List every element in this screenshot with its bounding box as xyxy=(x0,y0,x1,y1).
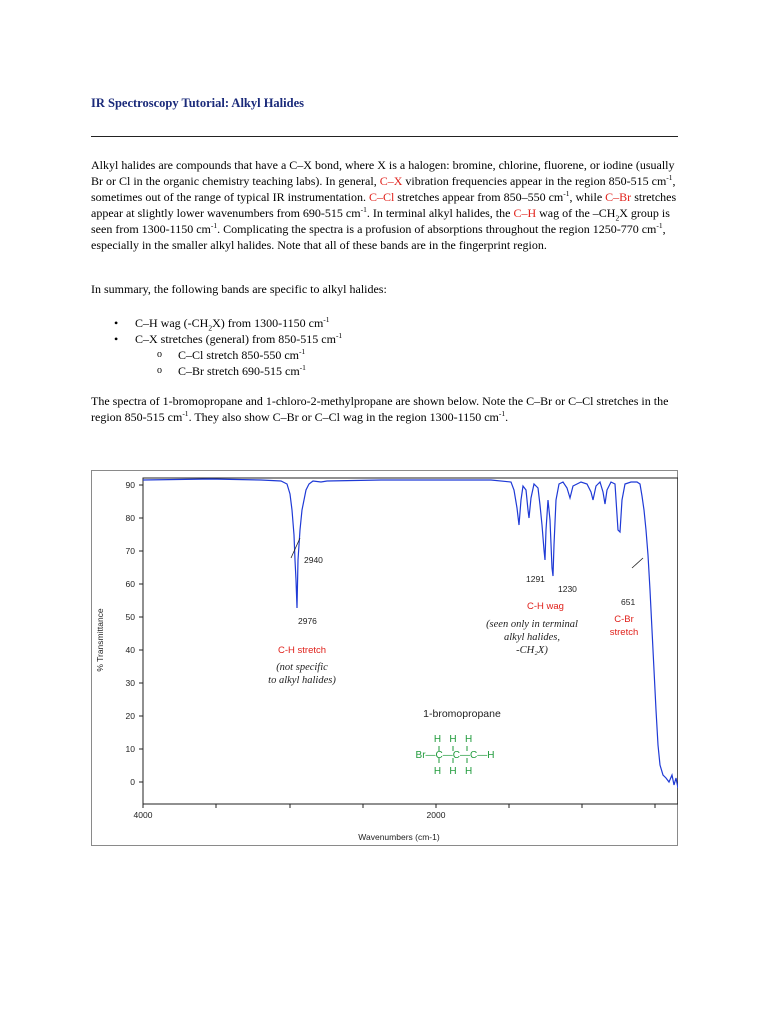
y-tick-label: 20 xyxy=(125,711,135,721)
intro-text-2: vibration frequencies appear in the region 850-515 cm xyxy=(402,174,667,188)
subscript: 2 xyxy=(615,213,620,223)
list-item-cbr xyxy=(135,363,342,379)
intro-text-1: Alkyl halides are compounds that have a C–X bond, where X is a halogen: bromine, chlorine, fluorene, or iodine (usually Br or Cl in the organic chemistry teaching labs). In general, xyxy=(91,158,675,188)
ch-stretch-label: C-H stretch xyxy=(278,645,327,656)
closing-text-1: The spectra of 1-bromopropane and 1-chloro-2-methylpropane are shown below. Note the C–Br or C–Cl stretches in the region 850-515 cm xyxy=(91,394,669,424)
closing-text-2: . They also show C–Br or C–Cl wag in the region 1300-1150 cm xyxy=(188,410,499,424)
molecule-chain: Br—C—C—C—H xyxy=(415,750,495,761)
y-tick-label: 50 xyxy=(125,612,135,622)
sub-bullet-marker: o xyxy=(157,365,162,376)
x-tick-label: 2000 xyxy=(426,810,446,820)
ch-wag-note: alkyl halides, xyxy=(504,632,560,643)
cbr-highlight: C–Br xyxy=(605,190,632,204)
x-axis-label: Wavenumbers (cm-1) xyxy=(358,832,440,842)
list-item-text: C–Cl stretch 850-550 cm xyxy=(178,348,299,362)
superscript: -1 xyxy=(335,331,343,340)
summary-paragraph: In summary, the following bands are specific to alkyl halides: xyxy=(91,282,387,296)
superscript: -1 xyxy=(298,347,306,356)
cbr-stretch-label: C-Br xyxy=(614,614,634,625)
compound-name: 1-bromopropane xyxy=(423,708,501,720)
y-tick-label: 60 xyxy=(125,579,135,589)
summary-list xyxy=(91,315,342,379)
ch-wag-label: C-H wag xyxy=(527,601,564,612)
peak-label-651: 651 xyxy=(621,597,636,607)
bullet-marker: • xyxy=(114,332,119,346)
molecule-bottom-h: H H H xyxy=(433,766,473,777)
y-tick-label: 40 xyxy=(125,645,135,655)
y-tick-label: 90 xyxy=(125,480,135,490)
spectrum-trace xyxy=(143,479,678,788)
superscript: -1 xyxy=(323,315,330,324)
superscript: -1 xyxy=(563,189,570,198)
ir-spectrum xyxy=(91,470,678,846)
peak-label-2976: 2976 xyxy=(298,616,317,626)
plot-area xyxy=(143,478,678,804)
y-axis-label: % Transmittance xyxy=(95,608,105,672)
horizontal-rule xyxy=(91,136,678,137)
ch-stretch-note: to alkyl halides) xyxy=(268,675,336,686)
closing-text-3: . xyxy=(505,410,509,424)
page-title: IR Spectroscopy Tutorial: Alkyl Halides xyxy=(91,96,304,110)
y-tick-label: 0 xyxy=(130,777,135,787)
peak-label-1230: 1230 xyxy=(558,584,577,594)
closing-paragraph xyxy=(91,393,683,425)
list-item-text: C–H wag (-CH xyxy=(135,316,209,330)
x-tick-label: 4000 xyxy=(133,810,153,820)
intro-text-6: stretches appear at slightly lower wavenumbers from 690-515 cm xyxy=(91,190,677,220)
y-tick-label: 10 xyxy=(125,744,135,754)
intro-text-4: stretches appear from 850–550 cm xyxy=(394,190,564,204)
sub-bullet-marker: o xyxy=(157,349,162,360)
intro-text-10: . Complicating the spectra is a profusion of absorptions throughout the region 1250-770 cm xyxy=(217,222,657,236)
superscript: -1 xyxy=(299,363,306,372)
intro-text-8: wag of the –CH xyxy=(536,206,616,220)
ch-highlight: C–H xyxy=(513,206,537,220)
intro-text-5: , while xyxy=(569,190,606,204)
sub-list xyxy=(135,347,342,379)
intro-text-9: X group is seen from 1300-1150 cm xyxy=(91,206,670,236)
list-item-ch-wag xyxy=(91,315,342,331)
ch-stretch-note: (not specific xyxy=(276,662,328,673)
superscript: -1 xyxy=(666,173,673,182)
leader-line-651 xyxy=(632,558,643,568)
ch-wag-note: (seen only in terminal xyxy=(486,619,578,630)
intro-text-3: , sometimes out of the range of typical IR instrumentation. xyxy=(91,174,676,204)
superscript: -1 xyxy=(498,409,506,418)
intro-text-7: . In terminal alkyl halides, the xyxy=(366,206,514,220)
x-axis-ticks xyxy=(143,804,655,808)
superscript: -1 xyxy=(210,221,218,230)
intro-text-11: , especially in the smaller alkyl halides. Note that all of these bands are in the fingerprint region. xyxy=(91,222,666,252)
subscript: 2 xyxy=(208,323,213,333)
peak-label-1291: 1291 xyxy=(526,574,545,584)
superscript: -1 xyxy=(656,221,663,230)
bullet-marker: • xyxy=(114,316,119,330)
list-item-text: C–Br stretch 690-515 cm xyxy=(178,364,300,378)
peak-label-2940: 2940 xyxy=(304,555,323,565)
ccl-highlight: C–Cl xyxy=(368,190,395,204)
molecule-top-h: H H H xyxy=(433,734,473,745)
cbr-stretch-label: stretch xyxy=(609,627,639,638)
list-item-text: X) from 1300-1150 cm xyxy=(212,316,324,330)
list-item-text: C–X stretches (general) from 850-515 cm xyxy=(135,332,336,346)
intro-paragraph xyxy=(91,157,683,253)
superscript: -1 xyxy=(182,409,189,418)
y-axis-ticks xyxy=(139,485,143,782)
y-tick-label: 70 xyxy=(125,546,135,556)
y-tick-label: 80 xyxy=(125,513,135,523)
list-item-ccl xyxy=(135,347,342,363)
list-item-cx-stretch xyxy=(91,331,342,379)
ch-wag-note: -CH₂X) xyxy=(516,645,548,656)
y-tick-label: 30 xyxy=(125,678,135,688)
cx-highlight: C–X xyxy=(379,174,403,188)
superscript: -1 xyxy=(360,205,367,214)
